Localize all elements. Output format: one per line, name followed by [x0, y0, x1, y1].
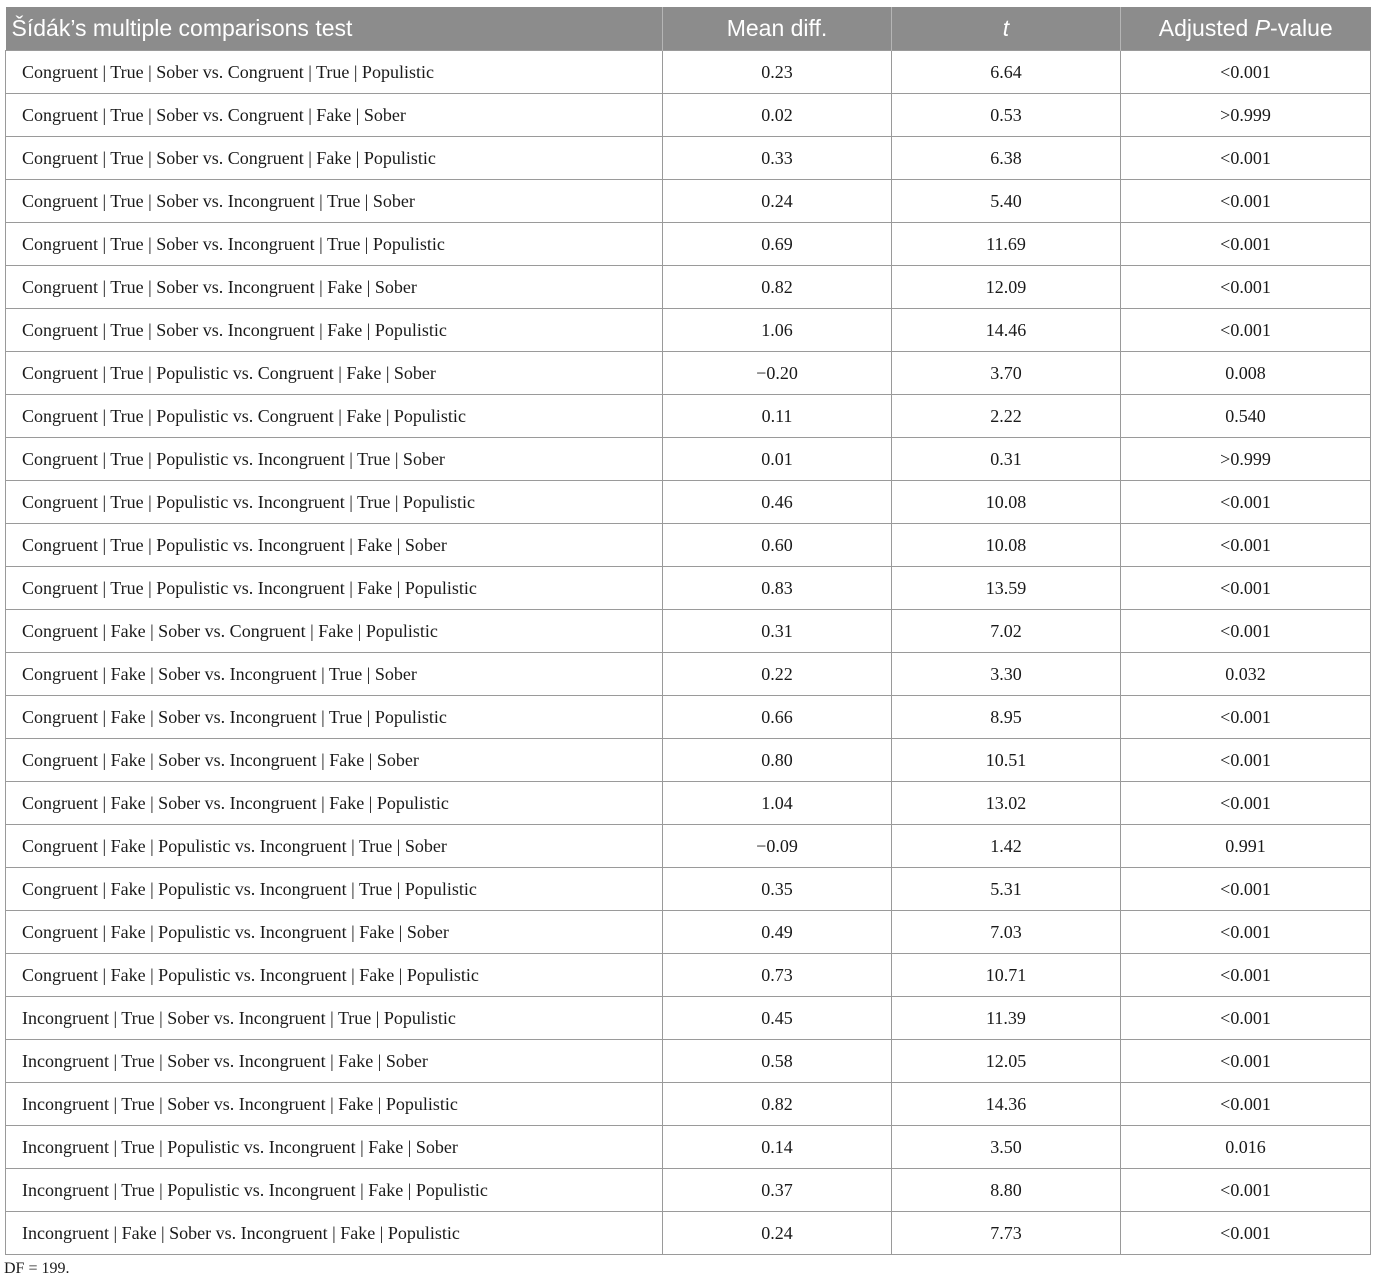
- table-row: [6, 137, 1371, 180]
- table-row: [6, 696, 1371, 739]
- table-row: [6, 51, 1371, 94]
- table-row: [6, 1126, 1371, 1169]
- mean-diff-cell: 0.24: [663, 1212, 892, 1255]
- mean-diff-cell: 0.69: [663, 223, 892, 266]
- table-row: [6, 94, 1371, 137]
- adjusted-p-value-cell: >0.999: [1121, 438, 1371, 481]
- header-comparison: Šídák’s multiple comparisons test: [6, 7, 663, 51]
- header-row: [6, 7, 1371, 51]
- t-value-cell: 10.08: [892, 481, 1121, 524]
- comparison-cell: Congruent | Fake | Populistic vs. Incongruent | Fake | Populistic: [6, 954, 663, 997]
- t-value-cell: 13.02: [892, 782, 1121, 825]
- mean-diff-cell: 0.82: [663, 266, 892, 309]
- t-value-cell: 7.73: [892, 1212, 1121, 1255]
- t-value-cell: 13.59: [892, 567, 1121, 610]
- header-t: [892, 7, 1121, 51]
- adjusted-p-value-cell: <0.001: [1121, 309, 1371, 352]
- mean-diff-cell: 0.02: [663, 94, 892, 137]
- table-row: [6, 266, 1371, 309]
- t-value-cell: 10.71: [892, 954, 1121, 997]
- adjusted-p-value-cell: <0.001: [1121, 567, 1371, 610]
- t-value-cell: 0.53: [892, 94, 1121, 137]
- adjusted-p-value-cell: <0.001: [1121, 911, 1371, 954]
- table-row: [6, 825, 1371, 868]
- mean-diff-cell: 0.33: [663, 137, 892, 180]
- table-row: [6, 997, 1371, 1040]
- header-adjusted-p-value: [1121, 7, 1371, 51]
- table-row: [6, 1212, 1371, 1255]
- mean-diff-cell: 0.80: [663, 739, 892, 782]
- adjusted-p-value-cell: <0.001: [1121, 137, 1371, 180]
- table-row: [6, 395, 1371, 438]
- header-p-prefix: Adjusted: [1158, 15, 1255, 41]
- table-row: [6, 610, 1371, 653]
- table-row: [6, 180, 1371, 223]
- t-value-cell: 3.30: [892, 653, 1121, 696]
- mean-diff-cell: 1.06: [663, 309, 892, 352]
- table-row: [6, 481, 1371, 524]
- table-header: [6, 7, 1371, 51]
- comparison-cell: Congruent | Fake | Populistic vs. Incongruent | True | Populistic: [6, 868, 663, 911]
- t-value-cell: 14.46: [892, 309, 1121, 352]
- comparison-cell: Incongruent | True | Populistic vs. Incongruent | Fake | Sober: [6, 1126, 663, 1169]
- t-value-cell: 5.40: [892, 180, 1121, 223]
- mean-diff-cell: 0.31: [663, 610, 892, 653]
- mean-diff-cell: 0.46: [663, 481, 892, 524]
- table-row: [6, 1169, 1371, 1212]
- mean-diff-cell: 0.24: [663, 180, 892, 223]
- mean-diff-cell: 0.73: [663, 954, 892, 997]
- adjusted-p-value-cell: >0.999: [1121, 94, 1371, 137]
- comparison-cell: Incongruent | True | Sober vs. Incongruent | Fake | Sober: [6, 1040, 663, 1083]
- mean-diff-cell: 0.66: [663, 696, 892, 739]
- table-row: [6, 1083, 1371, 1126]
- adjusted-p-value-cell: <0.001: [1121, 481, 1371, 524]
- comparison-cell: Incongruent | Fake | Sober vs. Incongruent | Fake | Populistic: [6, 1212, 663, 1255]
- mean-diff-cell: 0.82: [663, 1083, 892, 1126]
- comparison-cell: Incongruent | True | Populistic vs. Incongruent | Fake | Populistic: [6, 1169, 663, 1212]
- t-value-cell: 7.03: [892, 911, 1121, 954]
- adjusted-p-value-cell: <0.001: [1121, 51, 1371, 94]
- mean-diff-cell: 0.60: [663, 524, 892, 567]
- comparison-cell: Congruent | True | Sober vs. Incongruent | Fake | Sober: [6, 266, 663, 309]
- mean-diff-cell: 0.01: [663, 438, 892, 481]
- adjusted-p-value-cell: <0.001: [1121, 1169, 1371, 1212]
- adjusted-p-value-cell: <0.001: [1121, 868, 1371, 911]
- comparison-cell: Congruent | Fake | Sober vs. Congruent | Fake | Populistic: [6, 610, 663, 653]
- table-row: [6, 739, 1371, 782]
- table-row: [6, 352, 1371, 395]
- comparison-cell: Congruent | Fake | Populistic vs. Incongruent | True | Sober: [6, 825, 663, 868]
- comparison-cell: Congruent | True | Populistic vs. Incongruent | True | Populistic: [6, 481, 663, 524]
- t-value-cell: 2.22: [892, 395, 1121, 438]
- t-value-cell: 10.51: [892, 739, 1121, 782]
- t-value-cell: 12.09: [892, 266, 1121, 309]
- adjusted-p-value-cell: <0.001: [1121, 223, 1371, 266]
- comparison-cell: Incongruent | True | Sober vs. Incongruent | Fake | Populistic: [6, 1083, 663, 1126]
- adjusted-p-value-cell: <0.001: [1121, 954, 1371, 997]
- mean-diff-cell: 0.14: [663, 1126, 892, 1169]
- adjusted-p-value-cell: 0.540: [1121, 395, 1371, 438]
- comparison-cell: Congruent | True | Sober vs. Congruent | True | Populistic: [6, 51, 663, 94]
- table-row: [6, 782, 1371, 825]
- sidak-comparisons-table: [5, 7, 1371, 1255]
- table-row: [6, 567, 1371, 610]
- mean-diff-cell: 0.35: [663, 868, 892, 911]
- mean-diff-cell: 0.49: [663, 911, 892, 954]
- t-value-cell: 6.64: [892, 51, 1121, 94]
- table-row: [6, 1040, 1371, 1083]
- mean-diff-cell: 0.11: [663, 395, 892, 438]
- comparison-cell: Congruent | True | Sober vs. Congruent | Fake | Populistic: [6, 137, 663, 180]
- table-row: [6, 524, 1371, 567]
- adjusted-p-value-cell: <0.001: [1121, 1083, 1371, 1126]
- adjusted-p-value-cell: <0.001: [1121, 1040, 1371, 1083]
- comparison-cell: Congruent | Fake | Sober vs. Incongruent | Fake | Sober: [6, 739, 663, 782]
- comparison-cell: Congruent | True | Sober vs. Incongruent | True | Sober: [6, 180, 663, 223]
- adjusted-p-value-cell: 0.991: [1121, 825, 1371, 868]
- t-value-cell: 3.50: [892, 1126, 1121, 1169]
- mean-diff-cell: 0.45: [663, 997, 892, 1040]
- adjusted-p-value-cell: <0.001: [1121, 997, 1371, 1040]
- table-row: [6, 911, 1371, 954]
- table-row: [6, 438, 1371, 481]
- adjusted-p-value-cell: <0.001: [1121, 180, 1371, 223]
- comparison-cell: Incongruent | True | Sober vs. Incongruent | True | Populistic: [6, 997, 663, 1040]
- comparison-cell: Congruent | True | Populistic vs. Incongruent | Fake | Sober: [6, 524, 663, 567]
- adjusted-p-value-cell: <0.001: [1121, 610, 1371, 653]
- adjusted-p-value-cell: <0.001: [1121, 782, 1371, 825]
- mean-diff-cell: −0.09: [663, 825, 892, 868]
- table-row: [6, 954, 1371, 997]
- mean-diff-cell: 0.37: [663, 1169, 892, 1212]
- t-value-cell: 11.39: [892, 997, 1121, 1040]
- comparison-cell: Congruent | True | Sober vs. Congruent | Fake | Sober: [6, 94, 663, 137]
- table-row: [6, 868, 1371, 911]
- header-t-label: t: [1002, 15, 1010, 41]
- t-value-cell: 6.38: [892, 137, 1121, 180]
- header-mean-diff: Mean diff.: [663, 7, 892, 51]
- comparison-cell: Congruent | Fake | Populistic vs. Incongruent | Fake | Sober: [6, 911, 663, 954]
- t-value-cell: 3.70: [892, 352, 1121, 395]
- comparisons-table-container: [5, 7, 1370, 1255]
- table-row: [6, 309, 1371, 352]
- mean-diff-cell: 0.22: [663, 653, 892, 696]
- comparison-cell: Congruent | Fake | Sober vs. Incongruent | Fake | Populistic: [6, 782, 663, 825]
- adjusted-p-value-cell: <0.001: [1121, 739, 1371, 782]
- header-p-suffix: -value: [1270, 15, 1333, 41]
- comparison-cell: Congruent | True | Populistic vs. Incongruent | Fake | Populistic: [6, 567, 663, 610]
- comparison-cell: Congruent | True | Sober vs. Incongruent | True | Populistic: [6, 223, 663, 266]
- t-value-cell: 11.69: [892, 223, 1121, 266]
- t-value-cell: 7.02: [892, 610, 1121, 653]
- mean-diff-cell: 0.83: [663, 567, 892, 610]
- adjusted-p-value-cell: <0.001: [1121, 696, 1371, 739]
- comparison-cell: Congruent | True | Populistic vs. Congruent | Fake | Sober: [6, 352, 663, 395]
- comparison-cell: Congruent | True | Populistic vs. Incongruent | True | Sober: [6, 438, 663, 481]
- t-value-cell: 8.95: [892, 696, 1121, 739]
- t-value-cell: 5.31: [892, 868, 1121, 911]
- comparison-cell: Congruent | Fake | Sober vs. Incongruent | True | Sober: [6, 653, 663, 696]
- mean-diff-cell: 1.04: [663, 782, 892, 825]
- adjusted-p-value-cell: <0.001: [1121, 524, 1371, 567]
- table-body: [6, 51, 1371, 1255]
- t-value-cell: 8.80: [892, 1169, 1121, 1212]
- adjusted-p-value-cell: 0.008: [1121, 352, 1371, 395]
- adjusted-p-value-cell: 0.016: [1121, 1126, 1371, 1169]
- comparison-cell: Congruent | True | Sober vs. Incongruent | Fake | Populistic: [6, 309, 663, 352]
- comparison-cell: Congruent | True | Populistic vs. Congruent | Fake | Populistic: [6, 395, 663, 438]
- table-row: [6, 223, 1371, 266]
- header-p-italic: P: [1254, 15, 1271, 41]
- adjusted-p-value-cell: 0.032: [1121, 653, 1371, 696]
- mean-diff-cell: 0.58: [663, 1040, 892, 1083]
- adjusted-p-value-cell: <0.001: [1121, 266, 1371, 309]
- mean-diff-cell: −0.20: [663, 352, 892, 395]
- t-value-cell: 10.08: [892, 524, 1121, 567]
- adjusted-p-value-cell: <0.001: [1121, 1212, 1371, 1255]
- t-value-cell: 1.42: [892, 825, 1121, 868]
- table-footnote: DF = 199.: [4, 1260, 70, 1277]
- t-value-cell: 12.05: [892, 1040, 1121, 1083]
- comparison-cell: Congruent | Fake | Sober vs. Incongruent | True | Populistic: [6, 696, 663, 739]
- t-value-cell: 0.31: [892, 438, 1121, 481]
- mean-diff-cell: 0.23: [663, 51, 892, 94]
- table-row: [6, 653, 1371, 696]
- t-value-cell: 14.36: [892, 1083, 1121, 1126]
